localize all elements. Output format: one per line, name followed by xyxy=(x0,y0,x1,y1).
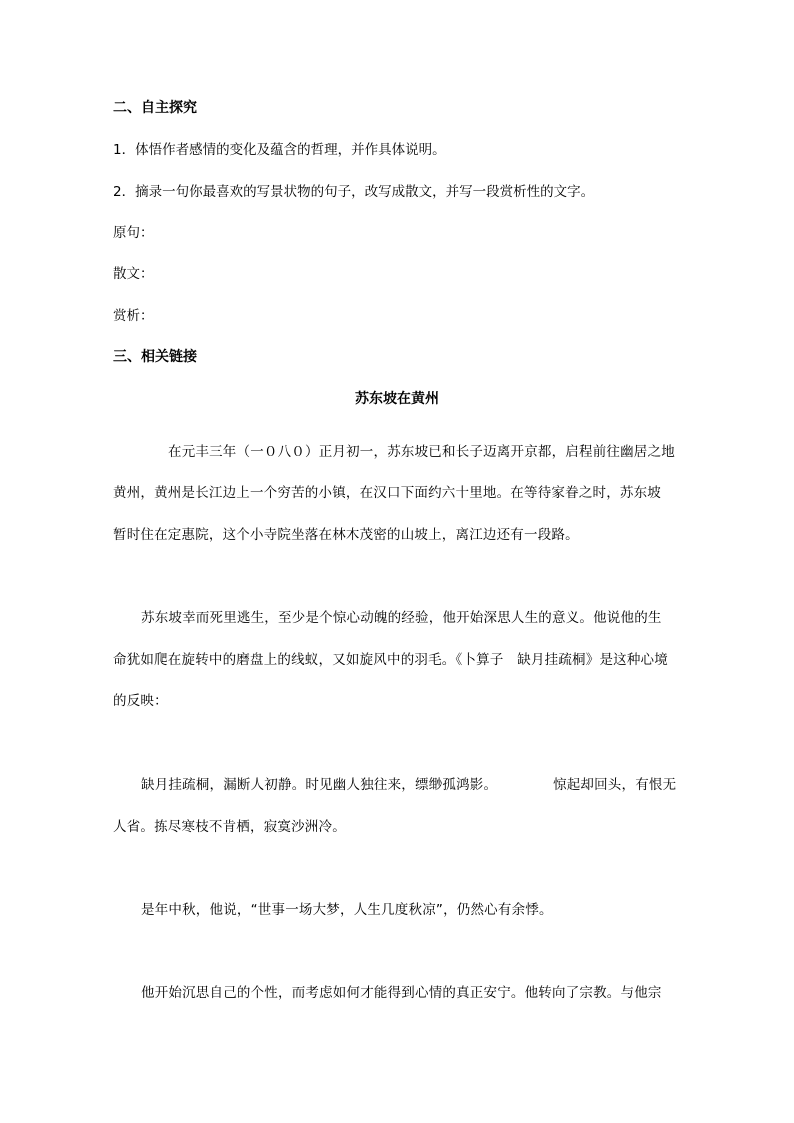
question-2: 2．摘录一句你最喜欢的写景状物的句子，改写成散文，并写一段赏析性的文字。 xyxy=(113,184,595,200)
paragraph-1-line-3: 暂时住在定惠院，这个小寺院坐落在林木茂密的山坡上，离江边还有一段路。 xyxy=(113,527,579,543)
original-sentence-label: 原句： xyxy=(113,225,154,241)
article-title: 苏东坡在黄州 xyxy=(355,391,439,407)
paragraph-2-line-1: 苏东坡幸而死里逃生，至少是个惊心动魄的经验，他开始深思人生的意义。他说他的生 xyxy=(141,610,662,626)
paragraph-4-line-1: 他开始沉思自己的个性，而考虑如何才能得到心情的真正安宁。他转向了宗教。与他宗 xyxy=(141,985,662,1001)
paragraph-1-line-2: 黄州，黄州是长江边上一个穷苦的小镇，在汉口下面约六十里地。在等待家眷之时，苏东坡 xyxy=(113,485,661,501)
poem-line-2: 人省。拣尽寒枝不肯栖，寂寞沙洲冷。 xyxy=(113,819,346,835)
poem-line-1a: 缺月挂疏桐，漏断人初静。时见幽人独往来，缥缈孤鸿影。 xyxy=(141,777,498,793)
question-1: 1．体悟作者感情的变化及蕴含的哲理，并作具体说明。 xyxy=(113,142,446,158)
paragraph-2-line-2: 命犹如爬在旋转中的磨盘上的线蚁，又如旋风中的羽毛。《卜算子 缺月挂疏桐》是这种心境 xyxy=(113,652,668,668)
prose-label: 散文： xyxy=(113,266,154,282)
paragraph-3: 是年中秋，他说，“世事一场大梦，人生几度秋凉”，仍然心有余悸。 xyxy=(141,902,553,918)
section-heading-related-links: 三、相关链接 xyxy=(113,349,197,365)
section-heading-self-study: 二、自主探究 xyxy=(113,100,197,116)
paragraph-2-line-3: 的反映： xyxy=(113,693,168,709)
poem-line-1b: 惊起却回头，有恨无 xyxy=(553,777,677,793)
paragraph-1-line-1: 在元丰三年（一０八０）正月初一，苏东坡已和长子迈离开京都，启程前往幽居之地 xyxy=(168,444,675,460)
analysis-label: 赏析： xyxy=(113,308,154,324)
